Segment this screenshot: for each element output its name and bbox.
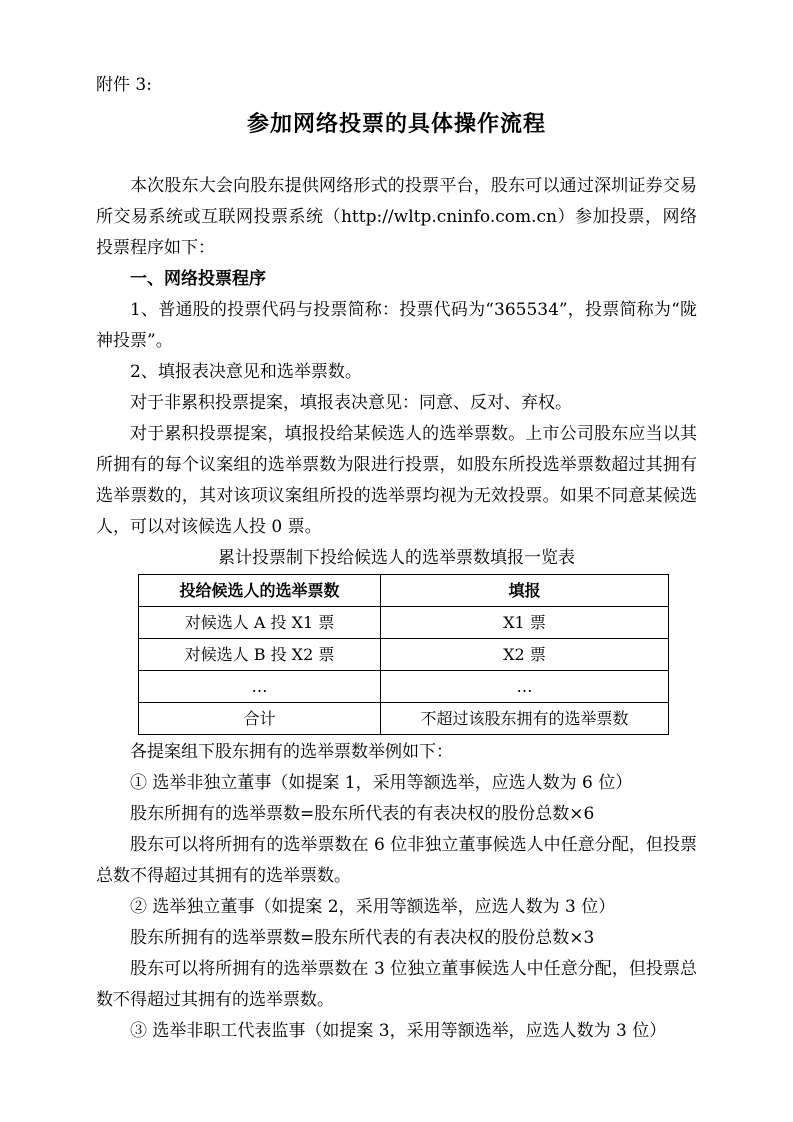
table-cell-total-label: 合计 — [139, 703, 381, 735]
table-caption: 累计投票制下投给候选人的选举票数填报一览表 — [218, 548, 575, 568]
cumulative-vote-table — [138, 574, 669, 735]
paragraph-non-cumulative: 对于非累积投票提案，填报表决意见：同意、反对、弃权。 — [130, 393, 572, 413]
table-cell: … — [381, 671, 669, 703]
table-cell-total-value: 不超过该股东拥有的选举票数 — [381, 703, 669, 735]
table-header-row — [139, 575, 669, 607]
section-heading-voting-procedure: 一、网络投票程序 — [130, 269, 266, 289]
table-cell: … — [139, 671, 381, 703]
table-row — [139, 607, 669, 639]
paragraph-example-1-title: ① 选举非独立董事（如提案 1，采用等额选举，应选人数为 6 位） — [130, 773, 633, 793]
table-cell: 对候选人 A 投 X1 票 — [139, 607, 381, 639]
table-row — [139, 671, 669, 703]
paragraph-examples-intro: 各提案组下股东拥有的选举票数举例如下： — [130, 742, 453, 762]
table-row — [139, 639, 669, 671]
paragraph-example-2-note: 股东可以将所拥有的选举票数在 3 位独立董事候选人中任意分配，但投票总数不得超过其拥有的选举票数。 — [96, 959, 697, 1010]
paragraph-cumulative: 对于累积投票提案，填报投给某候选人的选举票数。上市公司股东应当以其所拥有的每个议案组的选举票数为限进行投票，如股东所投选举票数超过其拥有选举票数的，其对该项议案组所投的选举票均视为无效投票。如果不同意某候选人，可以对该候选人投 0 票。 — [96, 424, 697, 537]
table-row-total — [139, 703, 669, 735]
paragraph-example-2-title: ② 选举独立董事（如提案 2，采用等额选举，应选人数为 3 位） — [130, 897, 616, 917]
table-cell: X1 票 — [381, 607, 669, 639]
table-cell: X2 票 — [381, 639, 669, 671]
paragraph-intro: 本次股东大会向股东提供网络形式的投票平台，股东可以通过深圳证券交易所交易系统或互联网投票系统（http://wltp.cninfo.com.cn）参加投票，网络投票程序如下： — [96, 176, 697, 258]
paragraph-example-2-formula: 股东所拥有的选举票数=股东所代表的有表决权的股份总数×3 — [130, 928, 595, 948]
table-cell: 对候选人 B 投 X2 票 — [139, 639, 381, 671]
paragraph-example-1-note: 股东可以将所拥有的选举票数在 6 位非独立董事候选人中任意分配，但投票总数不得超过其拥有的选举票数。 — [96, 835, 697, 886]
paragraph-example-1-formula: 股东所拥有的选举票数=股东所代表的有表决权的股份总数×6 — [130, 804, 595, 824]
page-title: 参加网络投票的具体操作流程 — [246, 111, 546, 137]
paragraph-fill-in: 2、填报表决意见和选举票数。 — [130, 362, 362, 382]
paragraph-vote-code: 1、普通股的投票代码与投票简称：投票代码为“365534”，投票简称为“陇神投票”。 — [96, 300, 697, 351]
attachment-label: 附件 3: — [96, 75, 152, 95]
table-header-fill: 填报 — [381, 575, 669, 607]
table-header-votes: 投给候选人的选举票数 — [139, 575, 381, 607]
paragraph-example-3-title: ③ 选举非职工代表监事（如提案 3，采用等额选举，应选人数为 3 位） — [130, 1021, 667, 1041]
